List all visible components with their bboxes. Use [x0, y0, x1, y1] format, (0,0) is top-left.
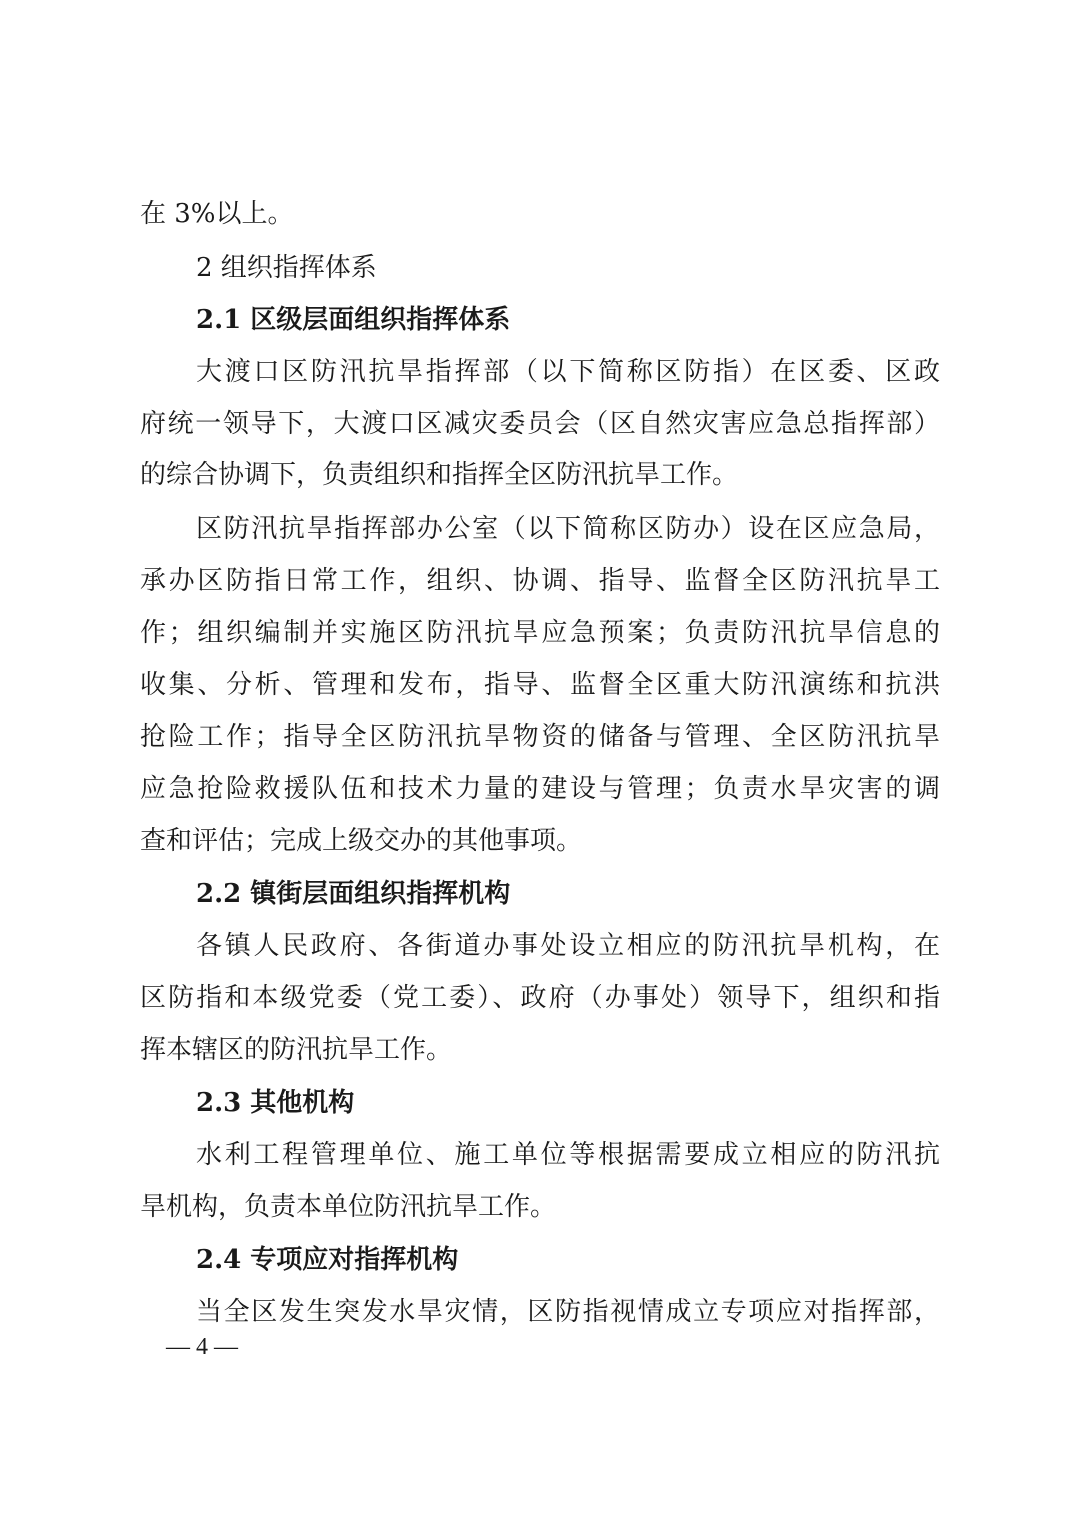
- subsection-heading: 2.1 区级层面组织指挥体系: [196, 305, 511, 335]
- subsection-heading: 2.4 专项应对指挥机构: [196, 1245, 459, 1275]
- paragraph-line: 旱机构，负责本单位防汛抗旱工作。: [140, 1192, 557, 1222]
- paragraph-line: 收集、分析、管理和发布，指导、监督全区重大防汛演练和抗洪: [140, 670, 940, 700]
- paragraph-line: 区防指和本级党委（党工委）、政府（办事处）领导下，组织和指: [140, 983, 940, 1013]
- paragraph-line: 当全区发生突发水旱灾情，区防指视情成立专项应对指挥部，: [196, 1297, 940, 1327]
- paragraph-line: 区防汛抗旱指挥部办公室（以下简称区防办）设在区应急局，: [196, 514, 940, 544]
- paragraph-line: 抢险工作；指导全区防汛抗旱物资的储备与管理、全区防汛抗旱: [140, 722, 940, 752]
- paragraph-line: 水利工程管理单位、施工单位等根据需要成立相应的防汛抗: [196, 1140, 940, 1170]
- paragraph-line: 在 3%以上。: [140, 199, 294, 229]
- paragraph-line: 挥本辖区的防汛抗旱工作。: [140, 1035, 453, 1065]
- paragraph-line: 大渡口区防汛抗旱指挥部（以下简称区防指）在区委、区政: [196, 357, 940, 387]
- subsection-heading: 2.3 其他机构: [196, 1088, 355, 1118]
- paragraph-line: 府统一领导下，大渡口区减灾委员会（区自然灾害应急总指挥部）: [140, 409, 940, 439]
- paragraph-line: 承办区防指日常工作，组织、协调、指导、监督全区防汛抗旱工: [140, 566, 940, 596]
- paragraph-line: 应急抢险救援队伍和技术力量的建设与管理；负责水旱灾害的调: [140, 774, 940, 804]
- subsection-heading: 2.2 镇街层面组织指挥机构: [196, 879, 511, 909]
- paragraph-line: 各镇人民政府、各街道办事处设立相应的防汛抗旱机构，在: [196, 931, 940, 961]
- paragraph-line: 作；组织编制并实施区防汛抗旱应急预案；负责防汛抗旱信息的: [140, 618, 940, 648]
- section-heading: 2 组织指挥体系: [196, 253, 377, 283]
- paragraph-line: 的综合协调下，负责组织和指挥全区防汛抗旱工作。: [140, 460, 739, 490]
- paragraph-line: 查和评估；完成上级交办的其他事项。: [140, 826, 583, 856]
- page-number: — 4 —: [166, 1334, 238, 1360]
